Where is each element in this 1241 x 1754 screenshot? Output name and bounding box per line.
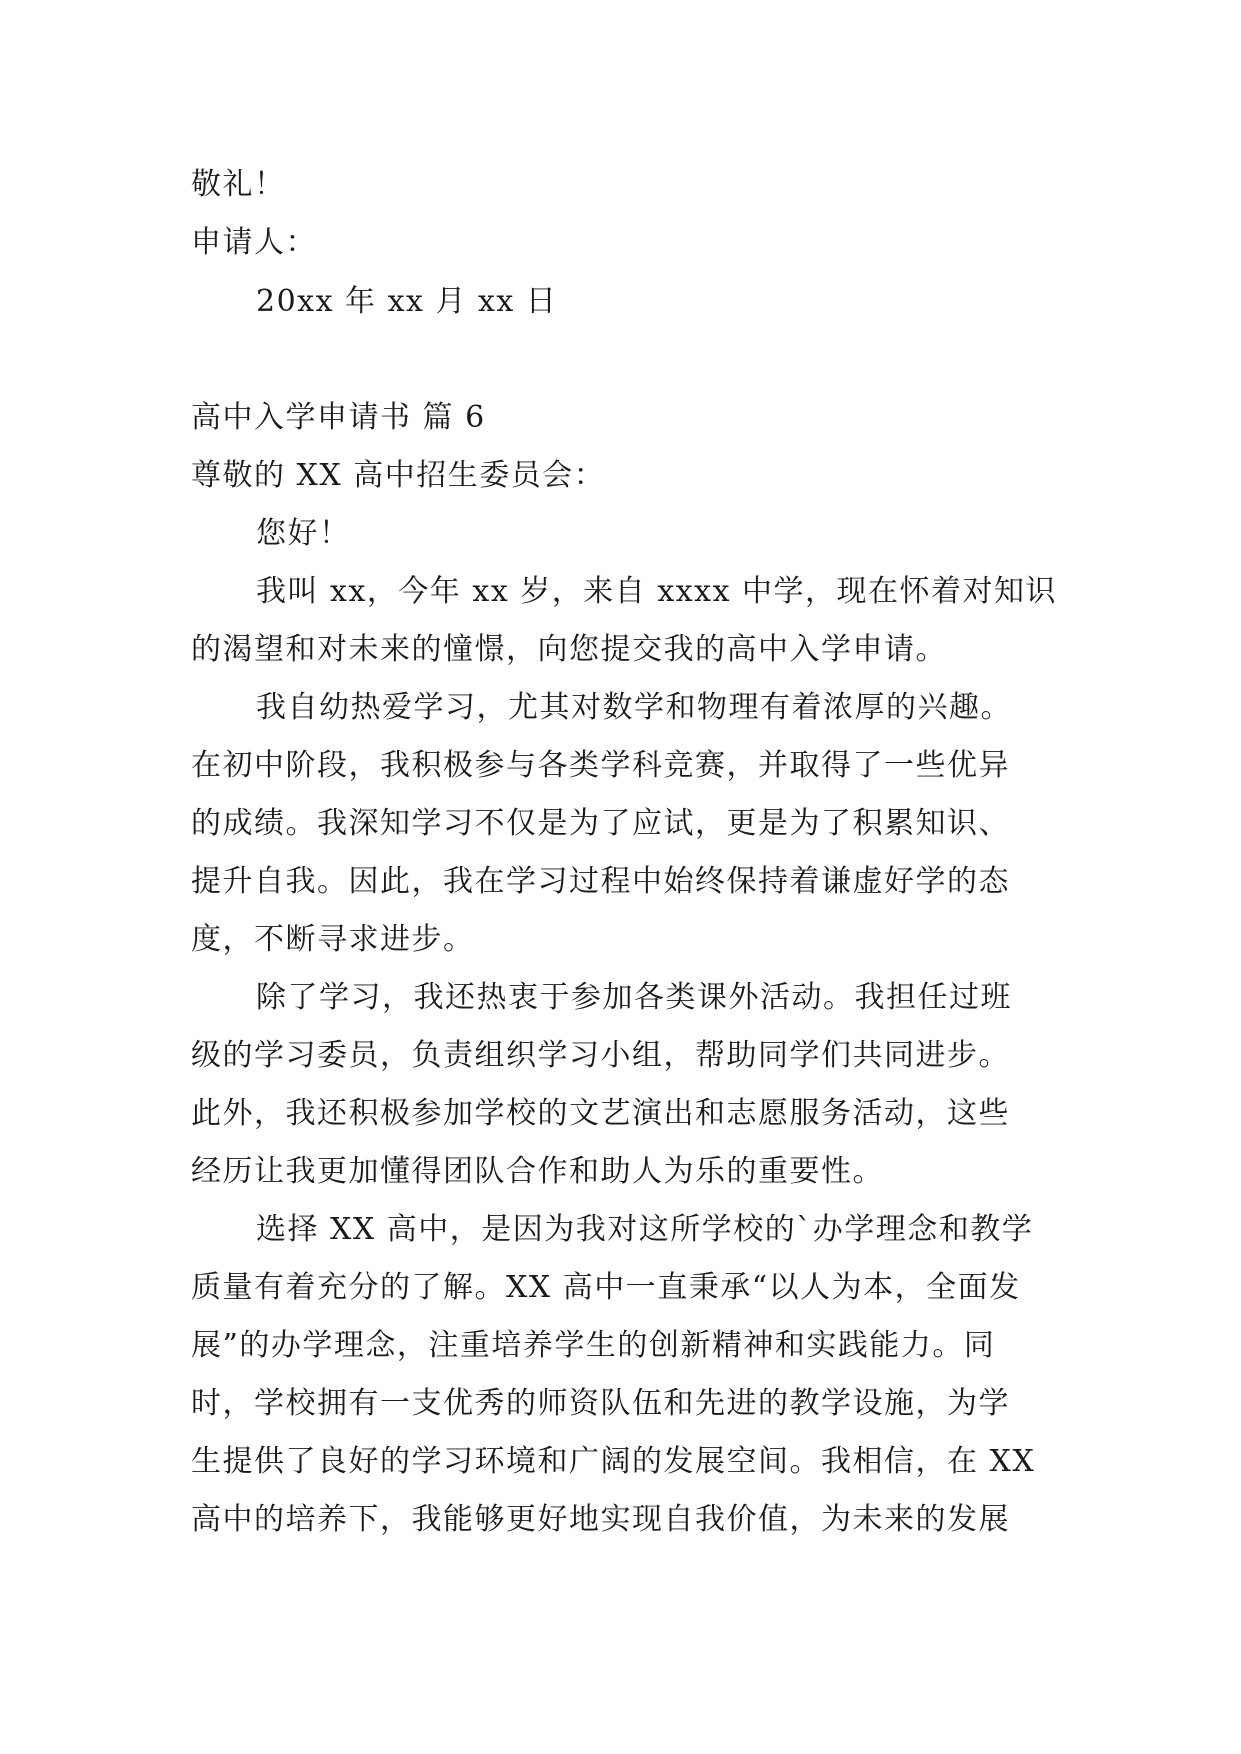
addressee: 尊敬的 XX 高中招生委员会：: [191, 458, 606, 493]
greeting: 您好！: [256, 516, 351, 551]
paragraph-line: 我叫 xx，今年 xx 岁，来自 xxxx 中学，现在怀着对知识: [256, 574, 1058, 609]
paragraph-line: 生提供了良好的学习环境和广阔的发展空间。我相信，在 XX: [191, 1444, 1036, 1479]
paragraph-line: 选择 XX 高中，是因为我对这所学校的`办学理念和教学: [256, 1212, 1034, 1247]
paragraph-line: 在初中阶段，我积极参与各类学科竞赛，并取得了一些优异: [191, 748, 1010, 783]
applicant-label: 申请人：: [191, 225, 317, 260]
closing-salute: 敬礼！: [191, 167, 286, 202]
paragraph-line: 此外，我还积极参加学校的文艺演出和志愿服务活动，这些: [191, 1096, 1010, 1131]
paragraph-line: 展”的办学理念，注重培养学生的创新精神和实践能力。同: [191, 1328, 996, 1363]
section-heading: 高中入学申请书 篇 6: [191, 400, 486, 435]
paragraph-line: 的渴望和对未来的憧憬，向您提交我的高中入学申请。: [191, 632, 947, 667]
paragraph-line: 度，不断寻求进步。: [191, 922, 475, 957]
paragraph-line: 经历让我更加懂得团队合作和助人为乐的重要性。: [191, 1154, 884, 1189]
paragraph-line: 质量有着充分的了解。XX 高中一直秉承“以人为本，全面发: [191, 1270, 1021, 1305]
paragraph-line: 高中的培养下，我能够更好地实现自我价值，为未来的发展: [191, 1502, 1010, 1537]
application-date: 20xx 年 xx 月 xx 日: [256, 284, 558, 319]
paragraph-line: 的成绩。我深知学习不仅是为了应试，更是为了积累知识、: [191, 806, 1010, 841]
paragraph-line: 时，学校拥有一支优秀的师资队伍和先进的教学设施，为学: [191, 1386, 1010, 1421]
paragraph-line: 除了学习，我还热衷于参加各类课外活动。我担任过班: [256, 980, 1012, 1015]
paragraph-line: 提升自我。因此，我在学习过程中始终保持着谦虚好学的态: [191, 864, 1010, 899]
paragraph-line: 我自幼热爱学习，尤其对数学和物理有着浓厚的兴趣。: [256, 690, 1012, 725]
paragraph-line: 级的学习委员，负责组织学习小组，帮助同学们共同进步。: [191, 1038, 1010, 1073]
